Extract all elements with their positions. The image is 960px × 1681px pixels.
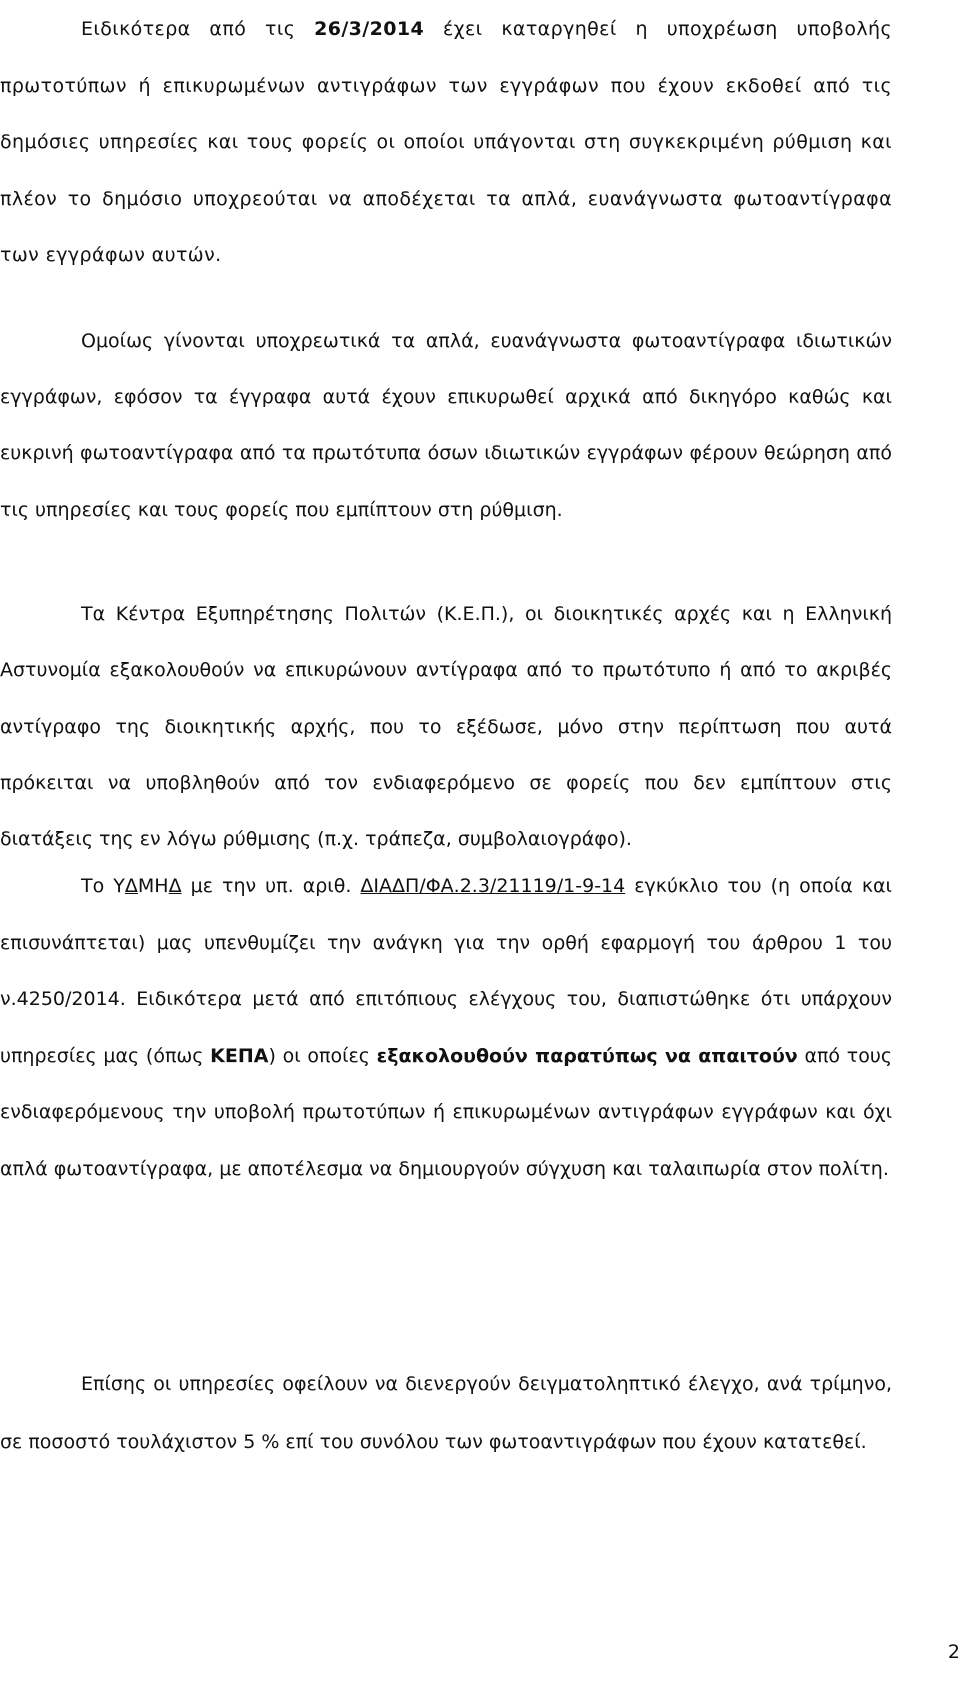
paragraph-4-text-a: Το Υ	[81, 875, 125, 897]
paragraph-circular	[0, 858, 892, 1197]
page-number: 2	[947, 1641, 960, 1663]
delta-underlined-2: Δ	[168, 875, 182, 897]
kepa-acronym: ΚΕΠΑ	[210, 1044, 269, 1067]
paragraph-4-text-e: ) οι οποίες	[268, 1044, 377, 1067]
abolition-date: 26/3/2014	[314, 18, 425, 40]
paragraph-4-text-d: εγκύκλιο του (η οποία και επισυνάπτεται) μας υπενθυμίζει την ανάγκη για την ορθή εφαρμογή του άρθρου 1 του ν.4250/2014. Ειδικότερα μετά από επιτόπιους ελέγχους του, διαπιστώθηκε ότι υπάρχουν υπηρεσίες μας (όπως	[0, 875, 892, 1067]
paragraph-4-text-b: ΜΗ	[137, 875, 169, 897]
paragraph-abolition	[0, 1, 892, 284]
paragraph-4-text-c: με την υπ. αριθ.	[181, 875, 361, 897]
paragraph-private-documents: Ομοίως γίνονται υποχρεωτικά τα απλά, ευανάγνωστα φωτοαντίγραφα ιδιωτικών εγγράφων, εφόσον τα έγγραφα αυτά έχουν επικυρωθεί αρχικά από δικηγόρο καθώς και ευκρινή φωτοαντίγραφα από τα πρωτότυπα όσων ιδιωτικών εγγράφων φέρουν θεώρηση από τις υπηρεσίες και τους φορείς που εμπίπτουν στη ρύθμιση.	[0, 330, 892, 521]
paragraph-sampling-check: Επίσης οι υπηρεσίες οφείλουν να διενεργούν δειγματοληπτικό έλεγχο, ανά τρίμηνο, σε ποσοστό τουλάχιστον 5 % επί του συνόλου των φωτοαντιγράφων που έχουν κατατεθεί.	[0, 1373, 892, 1453]
paragraph-1-text-b: έχει καταργηθεί η υποχρέωση υποβολής πρωτοτύπων ή επικυρωμένων αντιγράφων των εγγράφων που έχουν εκδοθεί από τις δημόσιες υπηρεσίες και τους φορείς οι οποίοι υπάγονται στη συγκεκριμένη ρύθμιση και πλέον το δημόσιο υποχρεούται να αποδέχεται τα απλά, ευανάγνωστα φωτοαντίγραφα των εγγράφων αυτών.	[0, 18, 892, 266]
paragraph-4-text-f: από τους ενδιαφερόμενους την υποβολή πρωτοτύπων ή επικυρωμένων αντιγράφων εγγράφων και όχι απλά φωτοαντίγραφα, με αποτέλεσμα να δημιουργούν σύγχυση και ταλαιπωρία στον πολίτη.	[0, 1044, 892, 1180]
emphasized-phrase: εξακολουθούν παρατύπως να απαιτούν	[376, 1044, 798, 1067]
circular-reference-number: ΔΙΑΔΠ/ΦΑ.2.3/21119/1-9-14	[360, 875, 626, 897]
paragraph-kep-certification: Τα Κέντρα Εξυπηρέτησης Πολιτών (Κ.Ε.Π.), οι διοικητικές αρχές και η Ελληνική Αστυνομία εξακολουθούν να επικυρώνουν αντίγραφα από το πρωτότυπο ή από το ακριβές αντίγραφο της διοικητικής αρχής, που το εξέδωσε, μόνο στην περίπτωση που αυτά πρόκειται να υποβληθούν από τον ενδιαφερόμενο σε φορείς που δεν εμπίπτουν στις διατάξεις της εν λόγω ρύθμισης (π.χ. τράπεζα, συμβολαιογράφο).	[0, 603, 892, 851]
delta-underlined-1: Δ	[124, 875, 138, 897]
paragraph-1-text-a: Ειδικότερα από τις	[81, 18, 315, 40]
